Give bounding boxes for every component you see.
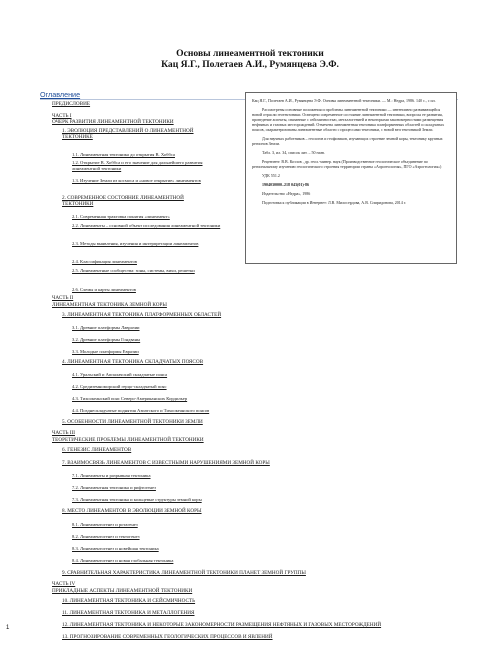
toc-link-part-2-title[interactable]: ЛИНЕАМЕНТНАЯ ТЕКТОНИКА ЗЕМНОЙ КОРЫ [52,302,167,308]
abstract-text: Рассмотрены основные положения и проблемы линеаментной тектоники — интенсивно развивающейся новой отрасли геотектоники. Освещено современное состояние линеаментной тектоники, вопросы ее развития, проведение аспекты, связанные с сейсмичностью, металлогенией и некоторыми закономерностями размещения нефтяных и газовых месторождений. Отмечена линеаментная тектоника платформенных областей и складчатых поясов, охарактеризованы линеаментные области с процессами тектоники, с новой веп тектоникой Земли. [252,107,445,132]
toc-link-4-1[interactable]: 4.1. Уральский и Аппалачский складчатые пояса [72,372,168,377]
toc-link-part-1-title[interactable]: ОЧЕРК РАЗВИТИЯ ЛИНЕАМЕНТНОЙ ТЕКТОНИКИ [52,119,174,125]
toc-link-7-1[interactable]: 7.1. Линеаменты и разрывная тектоника [72,473,151,478]
publisher-text: Издательство «Недра», 1986 [262,191,311,196]
toc-link-part-3[interactable]: ЧАСТЬ III [52,430,75,436]
toc-link-part-4-title[interactable]: ПРИКЛАДНЫЕ АСПЕКТЫ ЛИНЕАМЕНТНОЙ ТЕКТОНИКИ [52,588,193,594]
document-title: Основы линеаментной тектоники [176,48,324,59]
toc-link-2-5[interactable]: 2.5. Линеаментные сообщества: зоны, системы, вихи, решетки [72,268,195,273]
toc-link-4-4[interactable]: 4.4. Позднескладчатые поднятия Азиатского и Тихоокеанского поясов [72,408,210,413]
toc-link-1-3[interactable]: 1.3. Изучение Земли из космоса и «новое открытие» линеаментов [72,178,201,183]
toc-link-2-4[interactable]: 2.4. Классификация линеаментов [72,259,137,264]
toc-link-ch-5[interactable]: 5. ОСОБЕННОСТИ ЛИНЕАМЕНТНОЙ ТЕКТОНИКИ ЗЕМЛИ [62,419,203,425]
toc-link-8-4[interactable]: 8.4. Линеаментогенез и новая глобальная тектоника [72,558,174,563]
toc-link-ch-8[interactable]: 8. МЕСТО ЛИНЕАМЕНТОВ В ЭВОЛЮЦИИ ЗЕМНОЙ КОРЫ [62,508,202,514]
toc-link-4-3[interactable]: 4.3. Тихоокеанский пояс Северо-Американских Кордильер [72,396,188,401]
toc-link-8-3[interactable]: 8.3. Линеаментогенез и новейшая тектоника [72,546,159,551]
toc-link-ch-1[interactable]: 1. ЭВОЛЮЦИЯ ПРЕДСТАВЛЕНИЙ О ЛИНЕАМЕНТНОЙ ТЕКТОНИКЕ [62,128,194,140]
toc-link-ch-13[interactable]: 13. ПРОГНОЗИРОВАНИЕ СОВРЕМЕННЫХ ГЕОЛОГИЧЕСКИХ ПРОЦЕССОВ И ЯВЛЕНИЙ [62,634,273,640]
toc-link-7-2[interactable]: 7.2. Линеаментная тектоника и рифтогенез [72,485,156,490]
toc-link-4-2[interactable]: 4.2. Средиземноморский герцо-складчатый пояс [72,384,167,389]
toc-link-ch-7[interactable]: 7. ВЗАИМОСВЯЗЬ ЛИНЕАМЕНТОВ С ИЗВЕСТНЫМИ НАРУШЕНИЯМИ ЗЕМНОЙ КОРЫ [62,460,270,466]
toc-link-3-1[interactable]: 3.1. Древние платформы Лавразии [72,325,140,330]
toc-link-1-2[interactable]: 1.2. Открытие В. Хоббса и его значение для дальнейшего развития линеаментной тектоники [72,160,203,171]
toc-link-ch-11[interactable]: 11. ЛИНЕАМЕНТНАЯ ТЕКТОНИКА И МЕТАЛЛОГЕНИЯ [62,610,195,616]
toc-link-7-3[interactable]: 7.3. Линеаментная тектоника и кольцевые структуры земной коры [72,497,202,502]
toc-heading[interactable]: Оглавление [40,90,81,99]
toc-link-ch-2[interactable]: 2. СОВРЕМЕННОЕ СОСТОЯНИЕ ЛИНЕАМЕНТНОЙ ТЕКТОНИКИ [62,195,184,207]
document-authors: Кац Я.Г., Полетаев А.И., Румянцева Э.Ф. [161,59,339,70]
toc-link-ch-9[interactable]: 9. СРАВНИТЕЛЬНАЯ ХАРАКТЕРИСТИКА ЛИНЕАМЕНТНОЙ ТЕКТОНИКИ ПЛАНЕТ ЗЕМНОЙ ГРУППЫ [62,570,306,576]
toc-link-ch-4[interactable]: 4. ЛИНЕАМЕНТНАЯ ТЕКТОНИКА СКЛАДЧАТЫХ ПОЯСОВ [62,359,204,365]
toc-link-part-1[interactable]: ЧАСТЬ I [52,113,72,119]
page-marker: 1 [6,625,10,631]
toc-link-2-3[interactable]: 2.3. Методы выявления, изучения и интерпретации линеаментов [72,241,199,246]
toc-link-2-6[interactable]: 2.6. Схемы и карты линеаментов [72,287,136,292]
citation-text: Кац Я.Г., Полетаев А.И., Румянцева Э.Ф. Основы линеаментной тектоники. — М.: Недра, 1986. 140 с., с ил. [252,98,436,103]
reviewer-text: Рецензент: В.В. Козлов , др. геол.-минер. наук (Производственное геологическое объединение по региональному изучению геологического строения территории страны «Аэрогеология», ПГО «Аэрогеология») [252,159,442,169]
toc-link-preface[interactable]: ПРЕДИСЛОВИЕ [52,101,91,107]
toc-link-3-2[interactable]: 3.2. Древние платформы Гондваны [72,337,141,342]
code-text: 1904030000–218 043(01)-86 [262,182,309,187]
udk-text: УДК 551.2 [262,173,280,178]
toc-link-1-1[interactable]: 1.1. Линеаментная тектоника до открытия В. Хоббса [72,152,175,157]
toc-link-8-1[interactable]: 8.1. Линеаментогенез и ротагенез [72,522,138,527]
toc-link-ch-10[interactable]: 10. ЛИНЕАМЕНТНАЯ ТЕКТОНИКА И СЕЙСМИЧНОСТЬ [62,598,196,604]
toc-link-8-2[interactable]: 8.2. Линеаментогенез и тектогенез [72,534,140,539]
toc-link-ch-3[interactable]: 3. ЛИНЕАМЕНТНАЯ ТЕКТОНИКА ПЛАТФОРМЕННЫХ ОБЛАСТЕЙ [62,312,222,318]
toc-link-3-3[interactable]: 3.3. Молодые платформы Евразии [72,349,139,354]
audience-text: Для научных работников – геологов и геофизиков, изучающих строение земной коры, тектонику крупных регионов Земли. [252,136,443,146]
toc-link-2-1[interactable]: 2.1. Современная трактовка понятия «линеамент» [72,214,170,219]
toc-link-2-2[interactable]: 2.2. Линеаменты – основной объект исследования линеаментной тектоники [72,223,221,228]
toc-link-part-2[interactable]: ЧАСТЬ II [52,295,74,301]
toc-link-part-4[interactable]: ЧАСТЬ IV [52,581,76,587]
toc-link-part-3-title[interactable]: ТЕОРЕТИЧЕСКИЕ ПРОБЛЕМЫ ЛИНЕАМЕНТНОЙ ТЕКТОНИКИ [52,437,204,443]
toc-link-ch-6[interactable]: 6. ГЕНЕЗИС ЛИНЕАМЕНТОВ [62,447,132,453]
stats-text: Табл. 3, ил. 34, список лит. – 50 назв. [262,150,325,155]
toc-link-ch-12[interactable]: 12. ЛИНЕАМЕНТНАЯ ТЕКТОНИКА И НЕКОТОРЫЕ ЗАКОНОМЕРНОСТИ РАЗМЕЩЕНИЯ НЕФТЯНЫХ И ГАЗОВЫХ МЕСТОРОЖДЕНИЙ [62,622,382,628]
prepared-text: Подготовка к публикации в Интернет: Л.В. Милосердова, А.В. Спиридонова, 2014 г. [262,200,406,205]
